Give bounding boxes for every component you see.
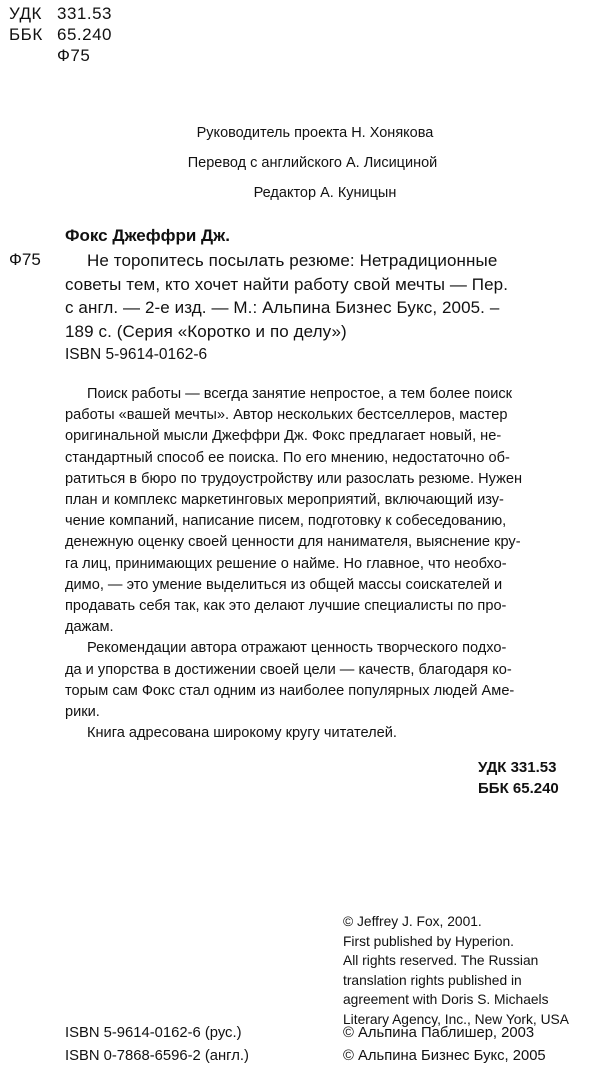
description-line: советы тем, кто хочет найти работу свой мечты — Пер. — [65, 274, 509, 294]
annotation-line: да и упорства в достижении своей цели — качеств, благодаря ко- — [65, 661, 512, 678]
editor-credit: Редактор А. Куницын — [253, 185, 397, 201]
annotation-line: га лиц, принимающих решение о найме. Но главное, что необхо- — [65, 555, 507, 572]
publisher-2003: © Альпина Паблишер, 2003 — [343, 1025, 535, 1041]
annotation-line: денежную оценку своей ценности для нанимателя, выяснение кру- — [65, 534, 521, 551]
bbk-label: ББК — [9, 25, 43, 44]
publisher-copyrights — [343, 1022, 546, 1067]
author-mark: Ф75 — [57, 46, 91, 65]
udk-code: УДК 331.53 — [478, 759, 557, 776]
annotation-line: стандартный способ ее поиска. По его мнению, недостаточно об- — [65, 449, 510, 466]
entry-isbn: ISBN 5-9614-0162-6 — [65, 346, 208, 363]
annotation-line: чение компаний, написание писем, подготовку к собеседованию, — [65, 513, 507, 530]
annotation-line: дажам. — [65, 619, 114, 636]
udk-label: УДК — [9, 4, 42, 23]
bbk-code: ББК 65.240 — [478, 780, 559, 797]
entry-code: Ф75 — [9, 250, 41, 269]
isbn-english: ISBN 0-7868-6596-2 (англ.) — [65, 1047, 249, 1064]
description-line: с англ. — 2-е изд. — М.: Альпина Бизнес Букс, 2005. – — [65, 298, 500, 317]
annotation-line: работы «вашей мечты». Автор нескольких бестселлеров, мастер — [65, 407, 508, 424]
annotation-text — [65, 384, 575, 744]
project-manager-credit: Руководитель проекта Н. Хонякова — [196, 125, 434, 141]
annotation-line: ратиться в бюро по трудоустройству или разослать резюме. Нужен — [65, 470, 523, 487]
rights-line: translation rights published in — [343, 972, 522, 988]
author-heading: Фокс Джеффри Дж. — [65, 226, 230, 245]
rights-line: agreement with Doris S. Michaels — [343, 992, 549, 1007]
annotation-line: оригинальной мысли Джеффри Дж. Фокс предлагает новый, не- — [65, 428, 502, 445]
rights-line: First published by Hyperion. — [343, 933, 515, 949]
isbn-russian: ISBN 5-9614-0162-6 (рус.) — [65, 1025, 242, 1041]
rights-line: Literary Agency, Inc., New York, USA — [343, 1011, 569, 1027]
udk-row — [9, 3, 112, 24]
annotation-line: Рекомендации автора отражают ценность творческого подхо- — [87, 640, 507, 657]
rights-notice — [343, 912, 569, 1029]
rights-line: All rights reserved. The Russian — [343, 953, 539, 968]
annotation-line: димо, — это умение выделиться из общей массы соискателей и — [65, 576, 503, 593]
author-mark-row — [9, 45, 112, 66]
annotation-line: Поиск работы — всегда занятие непростое, а тем более поиск — [87, 386, 513, 402]
annotation-line: торым сам Фокс стал одним из наиболее популярных людей Аме- — [65, 682, 515, 699]
udc-bbk-block — [478, 757, 559, 799]
annotation-line: рики. — [65, 704, 100, 721]
translator-credit: Перевод с английского А. Лисициной — [187, 155, 438, 171]
bbk-row — [9, 24, 112, 45]
bbk-value: 65.240 — [57, 25, 112, 44]
annotation-line: план и комплекс маркетинговых мероприятий, включающий изу- — [65, 492, 504, 509]
annotation-line: продавать себя так, как это делают лучшие специалисты по про- — [65, 598, 507, 615]
description-line: 189 с. (Серия «Коротко и по делу») — [65, 321, 347, 341]
bibliographic-description — [65, 249, 565, 343]
classification-codes — [9, 3, 112, 66]
rights-line: © Jeffrey J. Fox, 2001. — [343, 914, 482, 929]
credits-block — [0, 118, 600, 208]
isbn-list — [65, 1022, 249, 1067]
udk-value: 331.53 — [57, 4, 112, 23]
annotation-line: Книга адресована широкому кругу читателей. — [87, 725, 397, 742]
publisher-2005: © Альпина Бизнес Букс, 2005 — [343, 1047, 546, 1064]
description-line: Не торопитесь посылать резюме: Нетрадиционные — [87, 251, 498, 270]
